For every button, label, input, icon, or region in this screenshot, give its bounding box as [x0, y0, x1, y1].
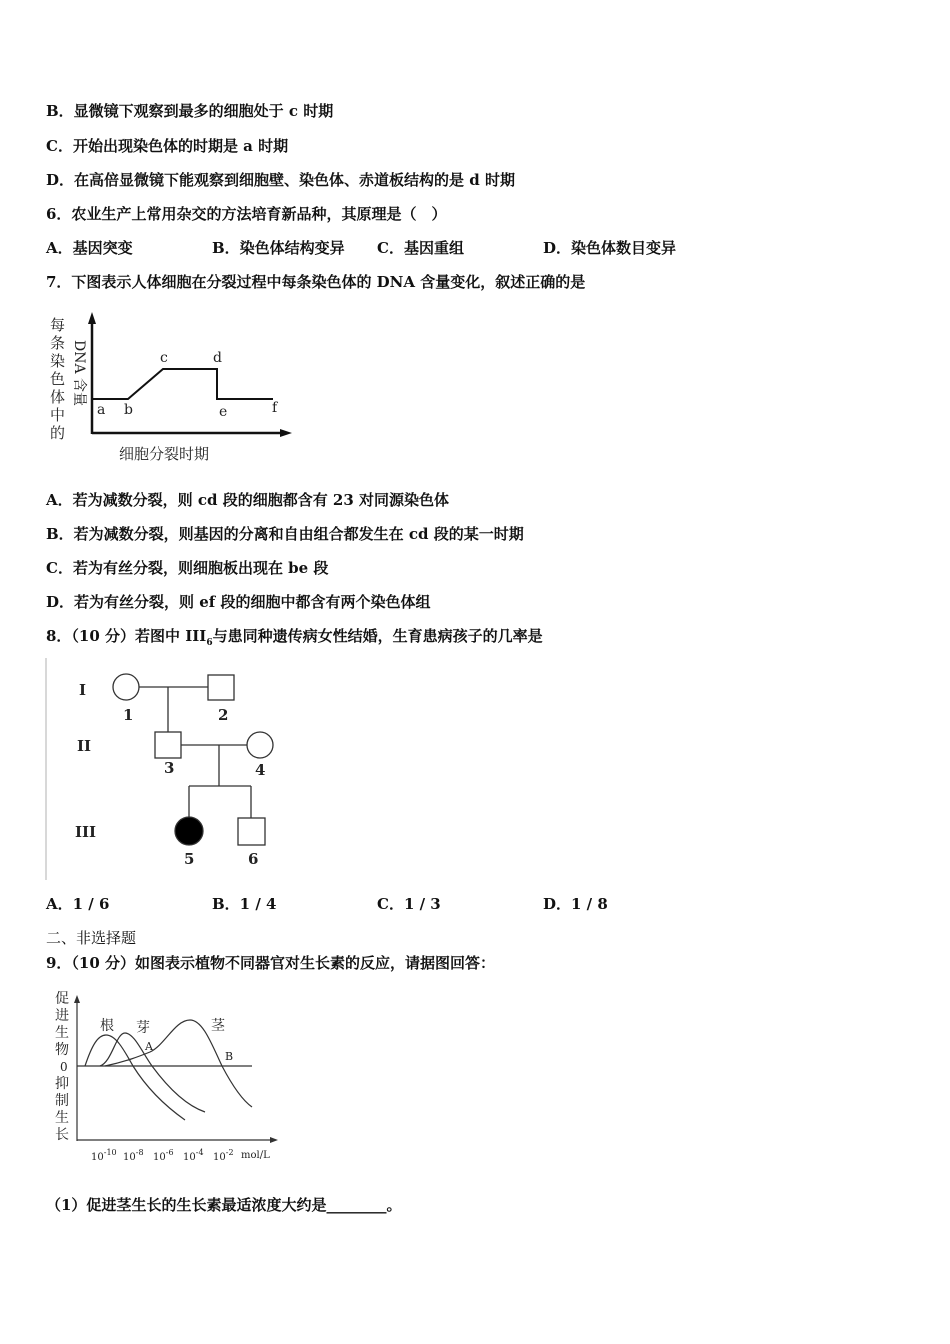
curve-label-stem: 茎	[211, 1018, 225, 1034]
q8-option-b: B．1 / 4	[212, 895, 277, 913]
point-f: f	[272, 400, 278, 416]
ylabel-char: 促	[55, 991, 69, 1007]
ylabel-char: 生	[55, 1025, 69, 1041]
q5-option-c: C．开始出现染色体的时期是 a 时期	[46, 137, 289, 155]
q8-pedigree	[0, 640, 320, 890]
member-number: 6	[248, 850, 259, 868]
q7-option-b: B．若为减数分裂，则基因的分离和自由组合都发生在 cd 段的某一时期	[46, 525, 524, 543]
q8-option-d: D．1 / 8	[543, 895, 608, 913]
x-axis-arrow	[270, 1137, 278, 1143]
section-heading: 二、非选择题	[46, 929, 137, 947]
point-e: e	[219, 404, 228, 420]
ylabel-char: 体	[50, 388, 66, 406]
generation-label: II	[77, 737, 92, 755]
q8-option-a: A．1 / 6	[46, 895, 110, 913]
y-axis-arrow	[88, 312, 96, 324]
ylabel-char: 每	[50, 316, 66, 334]
point-b: B	[225, 1050, 234, 1063]
q7-dna-chart	[0, 0, 320, 480]
point-c: c	[160, 350, 168, 366]
ylabel-char: 物	[55, 1042, 69, 1058]
q8-stem-suffix: 与患同种遗传病女性结婚，生育患病孩子的几率是	[212, 627, 543, 645]
q6-option-a: A．基因突变	[46, 239, 133, 257]
ylabel-char: 的	[50, 424, 66, 442]
curve-label-bud: 芽	[136, 1020, 150, 1036]
q8-stem-prefix: 8．（10 分）若图中 III	[46, 627, 207, 645]
point-d: d	[213, 350, 222, 366]
xtick: $10^{-2}$	[213, 1148, 234, 1163]
q7-option-a: A．若为减数分裂，则 cd 段的细胞都含有 23 对同源染色体	[46, 491, 450, 509]
generation-label: III	[75, 823, 97, 841]
member-number: 2	[218, 706, 229, 724]
affected-female-5	[175, 817, 203, 845]
xtick: $10^{-4}$	[183, 1148, 204, 1163]
q9-stem: 9．（10 分）如图表示植物不同器官对生长素的反应，请据图回答：	[46, 954, 496, 972]
q7-option-c: C．若为有丝分裂，则细胞板出现在 be 段	[46, 559, 329, 577]
q9-auxin-chart	[0, 980, 300, 1170]
dna-content-line	[93, 369, 273, 399]
q6-option-b: B．染色体结构变异	[212, 239, 345, 257]
curve-label-root: 根	[100, 1018, 114, 1034]
member-number: 1	[123, 706, 134, 724]
y-axis-arrow	[74, 995, 80, 1003]
q7-stem: 7．下图表示人体细胞在分裂过程中每条染色体的 DNA 含量变化，叙述正确的是	[46, 273, 586, 291]
x-unit: mol/L	[241, 1150, 270, 1161]
q6-stem: 6．农业生产上常用杂交的方法培育新品种，其原理是（ ）	[46, 205, 447, 223]
q8-option-c: C．1 / 3	[377, 895, 441, 913]
xtick: $10^{-6}$	[153, 1148, 174, 1163]
root-curve	[85, 1035, 185, 1120]
ylabel-char: 制	[55, 1093, 69, 1109]
q5-option-d: D．在高倍显微镜下能观察到细胞壁、染色体、赤道板结构的是 d 时期	[46, 171, 515, 189]
point-a: a	[97, 402, 106, 418]
male-6	[238, 818, 265, 845]
female-4	[247, 732, 273, 758]
member-number: 5	[184, 850, 195, 868]
point-b: b	[124, 402, 133, 418]
q8-stem-sub: 6	[206, 638, 213, 648]
q7-option-d: D．若为有丝分裂，则 ef 段的细胞中都含有两个染色体组	[46, 593, 431, 611]
point-a: A	[145, 1040, 153, 1053]
member-number: 4	[255, 761, 266, 779]
ylabel-char: 染	[50, 352, 66, 370]
generation-label: I	[79, 681, 87, 699]
xlabel: 细胞分裂时期	[119, 445, 210, 463]
xtick: $10^{-10}$	[91, 1148, 117, 1163]
xtick: $10^{-8}$	[123, 1148, 144, 1163]
q9-sub1: （1）促进茎生长的生长素最适浓度大约是________。	[46, 1196, 402, 1214]
female-1	[113, 674, 139, 700]
ylabel-char: 长	[55, 1127, 69, 1143]
ylabel-dna: DNA 含量	[71, 340, 87, 407]
ylabel-char: 生	[55, 1110, 69, 1126]
ylabel-char: 色	[50, 370, 66, 388]
ylabel-char: 抑	[55, 1076, 69, 1092]
member-number: 3	[164, 759, 175, 777]
ylabel-char: 中	[50, 406, 66, 424]
male-3	[155, 732, 181, 758]
male-2	[208, 675, 234, 700]
q6-option-d: D．染色体数目变异	[543, 239, 677, 257]
x-axis-arrow	[280, 429, 292, 437]
ylabel-char: 条	[50, 334, 66, 352]
q6-option-c: C．基因重组	[377, 239, 464, 257]
ylabel-char: 进	[55, 1008, 69, 1024]
q5-option-b: B．显微镜下观察到最多的细胞处于 c 时期	[46, 102, 334, 120]
zero-label: 0	[60, 1060, 68, 1074]
